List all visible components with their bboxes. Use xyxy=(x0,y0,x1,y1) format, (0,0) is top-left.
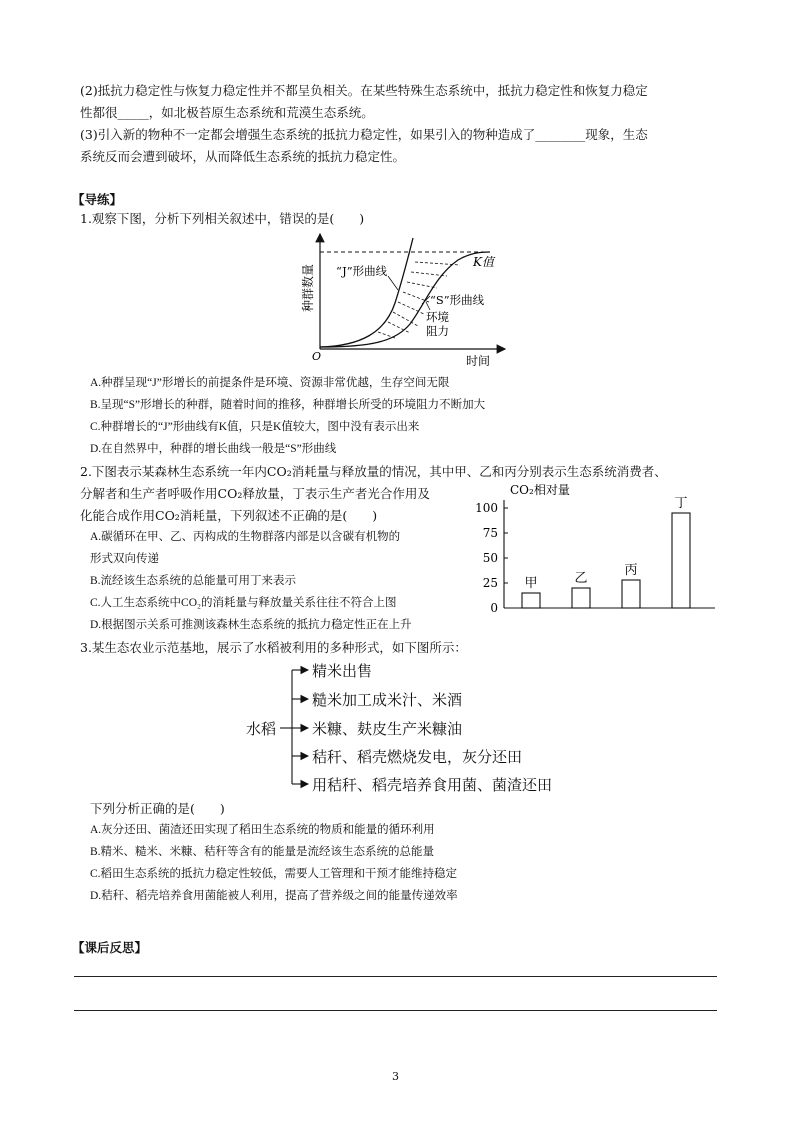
diagram-branch-2: 糙米加工成米汁、米酒 xyxy=(312,691,463,709)
bar-category-label: 乙 xyxy=(574,571,588,586)
co2-bar-chart xyxy=(470,480,720,615)
q2-stem-2: 分解者和生产者呼吸作用CO₂释放量，丁表示生产者光合作用及 xyxy=(80,486,430,501)
q2-option-d: D.根据图示关系可推测该森林生态系统的抵抗力稳定性正在上升 xyxy=(90,619,412,631)
y-tick-label: 50 xyxy=(482,551,498,565)
page-number: 3 xyxy=(392,1070,399,1083)
bar-2 xyxy=(572,588,590,608)
q1-option-d: D.在自然界中，种群的增长曲线一般是“S”形曲线 xyxy=(90,443,337,455)
y-tick-label: 75 xyxy=(482,526,498,540)
diagram-branch-1: 精米出售 xyxy=(312,662,373,680)
diagram-branch-3: 米糠、麸皮生产米糠油 xyxy=(312,720,463,738)
reflection-heading: 【课后反思】 xyxy=(72,940,148,955)
x-axis-label: 时间 xyxy=(466,354,491,368)
q1-option-b: B.呈现“S”形增长的种群，随着时间的推移，种群增长所受的环境阻力不断加大 xyxy=(90,399,486,411)
reflection-line-1 xyxy=(74,976,717,977)
q2-option-b: B.流经该生态系统的总能量可用丁来表示 xyxy=(90,575,297,587)
diagram-branch-4: 秸秆、稻壳燃烧发电，灰分还田 xyxy=(312,748,523,766)
s-curve-label: “S”形曲线 xyxy=(430,293,485,307)
env-resistance-label-1: 环境 xyxy=(426,310,449,324)
q2-stem-1: 2.下图表示某森林生态系统一年内CO₂消耗量与释放量的情况，其中甲、乙和丙分别表示生态系统消费者、 xyxy=(80,464,667,479)
y-axis-label: 种群数量 xyxy=(301,263,315,313)
population-growth-figure xyxy=(300,228,530,370)
bar-category-label: 甲 xyxy=(524,576,538,591)
env-resistance-label-2: 阻力 xyxy=(426,324,449,338)
k-value-label: K值 xyxy=(473,255,494,269)
reflection-line-2 xyxy=(74,1010,717,1011)
j-curve xyxy=(320,238,413,347)
q1-stem: 1.观察下图，分析下列相关叙述中，错误的是( ) xyxy=(80,211,365,226)
q1-option-a: A.种群呈现“J”形增长的前提条件是环境、资源非常优越，生存空间无限 xyxy=(90,377,450,389)
diagram-root-rice: 水稻 xyxy=(246,720,277,738)
q2-stem-3: 化能合成作用CO₂消耗量，下列叙述不正确的是( ) xyxy=(80,508,378,523)
intro-line-1: (2)抵抗力稳定性与恢复力稳定性并不都呈负相关。在某些特殊生态系统中，抵抗力稳定性和恢复力稳定 xyxy=(80,83,648,98)
bar-4 xyxy=(672,513,690,608)
q3-stem: 3.某生态农业示范基地，展示了水稻被利用的多种形式，如下图所示： xyxy=(80,640,467,655)
intro-line-4: 系统反而会遭到破坏，从而降低生态系统的抵抗力稳定性。 xyxy=(80,149,406,164)
intro-line-2: 性都很_____，如北极苔原生态系统和荒漠生态系统。 xyxy=(80,105,374,120)
j-label-leader xyxy=(388,276,398,290)
origin-label: O xyxy=(312,350,322,363)
diagram-branch-5: 用秸秆、稻壳培养食用菌、菌渣还田 xyxy=(312,776,553,794)
y-tick-label: 0 xyxy=(490,601,498,615)
guide-heading: 【导练】 xyxy=(72,192,123,207)
bar-chart-y-label: CO₂相对量 xyxy=(510,483,570,497)
bar-3 xyxy=(622,580,640,608)
bar-category-label: 丙 xyxy=(624,563,638,578)
q2-option-a: A.碳循环在甲、乙、丙构成的生物群落内部是以含碳有机物的 xyxy=(90,531,401,543)
bar-1 xyxy=(522,593,540,608)
y-tick-label: 100 xyxy=(475,501,498,515)
q3-option-b: B.精米、糙米、米糠、秸秆等含有的能量是流经该生态系统的总能量 xyxy=(90,846,435,858)
y-tick-label: 25 xyxy=(482,576,498,590)
q3-question: 下列分析正确的是( ) xyxy=(90,801,225,816)
q1-option-c: C.种群增长的“J”形曲线有K值，只是K值较大，图中没有表示出来 xyxy=(90,421,420,433)
j-curve-label: “J”形曲线 xyxy=(336,264,388,278)
q2-option-a-cont: 形式双向传递 xyxy=(90,553,159,565)
q2-option-c: C.人工生态系统中CO₂的消耗量与释放量关系往往不符合上图 xyxy=(90,597,397,609)
q3-option-d: D.秸秆、稻壳培养食用菌能被人利用，提高了营养级之间的能量传递效率 xyxy=(90,890,458,902)
q3-option-a: A.灰分还田、菌渣还田实现了稻田生态系统的物质和能量的循环利用 xyxy=(90,824,435,836)
bar-category-label: 丁 xyxy=(674,496,688,511)
q3-option-c: C.稻田生态系统的抵抗力稳定性较低，需要人工管理和干预才能维持稳定 xyxy=(90,868,458,880)
intro-line-3: (3)引入新的物种不一定都会增强生态系统的抵抗力稳定性，如果引入的物种造成了________现象，生态 xyxy=(80,127,648,142)
